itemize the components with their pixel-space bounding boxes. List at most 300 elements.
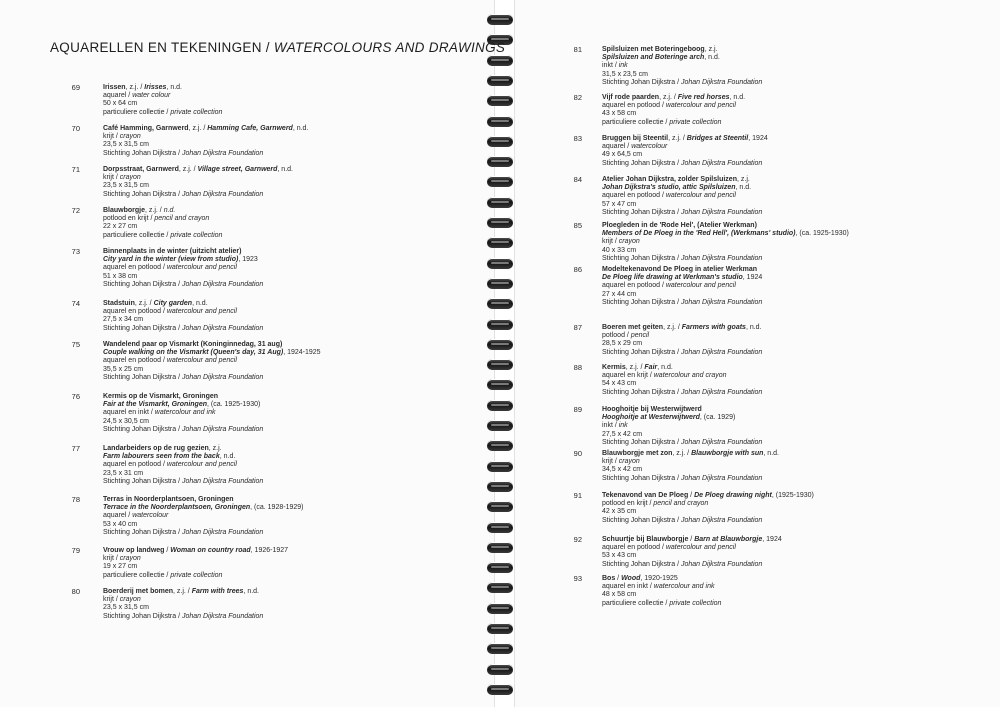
entry-number: 83 bbox=[573, 134, 582, 143]
entry-details bbox=[103, 248, 263, 289]
entry-medium-nl: krijt / bbox=[602, 458, 619, 466]
entry-owner-en: Johan Dijkstra Foundation bbox=[680, 159, 763, 167]
entry-owner-nl: Stichting Johan Dijkstra / bbox=[602, 474, 681, 482]
entry-owner-line bbox=[103, 426, 263, 434]
entry-size: 54 x 43 cm bbox=[602, 380, 637, 388]
entry-owner-en: Johan Dijkstra Foundation bbox=[181, 149, 264, 157]
entry-size: 23,5 x 31,5 cm bbox=[103, 182, 149, 190]
entry-title-nl: Schuurtje bij Blauwborgje bbox=[602, 536, 689, 543]
entry-owner-nl: Stichting Johan Dijkstra / bbox=[103, 280, 182, 288]
entry-owner-nl: Stichting Johan Dijkstra / bbox=[602, 254, 681, 262]
entry-title-date: , z.j. / bbox=[178, 166, 198, 173]
entry-medium-line bbox=[602, 500, 814, 508]
entry-medium-nl: potlood / bbox=[602, 332, 631, 340]
entry-medium-en: watercolour and pencil bbox=[665, 102, 736, 110]
entry-subtitle-line bbox=[103, 453, 263, 461]
entry-title-nl: Vrouw op landweg bbox=[103, 547, 165, 554]
entry-title-line bbox=[602, 222, 849, 230]
entry-medium-nl: krijt / bbox=[103, 174, 120, 182]
entry-medium-nl: aquarel en inkt / bbox=[103, 409, 155, 417]
entry-details bbox=[103, 445, 263, 486]
entry-title-line bbox=[602, 575, 721, 583]
entry-subtitle-en: Spilsluizen and Boteringe arch bbox=[602, 54, 705, 62]
entry-owner-line bbox=[602, 389, 762, 397]
entry-number: 74 bbox=[71, 299, 80, 308]
entry-number: 82 bbox=[573, 93, 582, 102]
entry-size: 51 x 38 cm bbox=[103, 272, 138, 280]
entry-title-date: , z.j. / bbox=[659, 94, 678, 101]
entry-owner-en: Johan Dijkstra Foundation bbox=[181, 324, 264, 332]
entry-medium-line bbox=[602, 422, 762, 430]
entry-number: 77 bbox=[71, 444, 80, 453]
entry-medium-line bbox=[602, 458, 779, 466]
entry-medium-nl: aquarel en potlood / bbox=[103, 264, 167, 272]
entry-title-nl: Blauwborgje met zon bbox=[602, 450, 673, 457]
entry-title-nl: Wandelend paar op Vismarkt (Koninginnedag, 31 aug) bbox=[103, 341, 283, 348]
entry-title-tail: , n.d. bbox=[657, 364, 673, 371]
entry-size: 23,5 x 31,5 cm bbox=[103, 604, 149, 612]
entry-size: 27,5 x 34 cm bbox=[103, 316, 144, 324]
entry-owner-nl: Stichting Johan Dijkstra / bbox=[602, 438, 681, 446]
entry-details bbox=[103, 207, 222, 240]
entry-title-date: / bbox=[688, 536, 695, 543]
entry-medium-line bbox=[602, 62, 762, 70]
entry-number: 87 bbox=[573, 323, 582, 332]
entry-subtitle-line bbox=[103, 401, 263, 409]
entry-medium-nl: potlood en krijt / bbox=[103, 215, 155, 223]
entry-medium-en: watercolour and pencil bbox=[166, 461, 237, 469]
binding-ring bbox=[487, 664, 513, 675]
entry-medium-line bbox=[103, 461, 263, 469]
binding-ring bbox=[487, 156, 513, 167]
binding-ring bbox=[487, 298, 513, 309]
entry-number: 76 bbox=[71, 392, 80, 401]
entry-owner-nl: Stichting Johan Dijkstra / bbox=[602, 78, 681, 86]
entry-owner-nl: Stichting Johan Dijkstra / bbox=[602, 560, 681, 568]
entry-title-line bbox=[103, 341, 321, 349]
entry-owner-en: Johan Dijkstra Foundation bbox=[680, 388, 763, 396]
entry-title-line bbox=[103, 166, 293, 174]
entry-title-tail: , n.d. bbox=[166, 84, 183, 91]
entry-size: 49 x 64,5 cm bbox=[602, 151, 643, 159]
entry-number: 84 bbox=[573, 175, 582, 184]
entry-medium-en: watercolour and pencil bbox=[166, 308, 237, 316]
entry-title-line bbox=[602, 135, 768, 143]
entry-title-tail: , n.d. bbox=[292, 125, 309, 132]
binding-ring bbox=[487, 420, 513, 431]
entry-title-nl: Boeren met geiten bbox=[602, 324, 664, 331]
entry-owner-en: private collection bbox=[669, 118, 722, 126]
entry-size: 53 x 40 cm bbox=[103, 520, 138, 528]
entry-title-date: , z.j. bbox=[736, 176, 750, 183]
entry-owner-en: Johan Dijkstra Foundation bbox=[680, 208, 763, 216]
entry-details bbox=[103, 341, 321, 382]
entry-details bbox=[602, 364, 762, 397]
entry-number: 81 bbox=[573, 45, 582, 54]
entry-title-date: , z.j. bbox=[704, 46, 718, 53]
entry-medium-line bbox=[602, 583, 721, 591]
entry-owner-en: Johan Dijkstra Foundation bbox=[680, 438, 763, 446]
entry-title-nl: Hooghoitje bij Westerwijtwerd bbox=[602, 406, 702, 413]
entry-title-line bbox=[602, 324, 762, 332]
entry-subtitle-line bbox=[602, 184, 762, 192]
entry-size: 27,5 x 42 cm bbox=[602, 430, 643, 438]
entry-size: 34,5 x 42 cm bbox=[602, 466, 643, 474]
entry-number: 85 bbox=[573, 221, 582, 230]
entry-details bbox=[602, 450, 779, 483]
entry-size: 19 x 27 cm bbox=[103, 563, 138, 571]
entry-medium-en: crayon bbox=[618, 238, 640, 246]
entry-title-nl: Stadstuin bbox=[103, 300, 135, 307]
entry-owner-line bbox=[103, 150, 308, 158]
entry-medium-en: watercolour and crayon bbox=[653, 372, 727, 380]
entry-details bbox=[602, 176, 762, 217]
entry-details bbox=[103, 300, 263, 333]
entry-medium-line bbox=[103, 596, 263, 604]
entry-number: 71 bbox=[71, 165, 80, 174]
entry-medium-nl: aquarel en inkt / bbox=[602, 583, 654, 591]
entry-details bbox=[103, 496, 303, 537]
binding-ring bbox=[487, 339, 513, 350]
entry-owner-en: private collection bbox=[669, 599, 722, 607]
entry-medium-en: watercolour and pencil bbox=[166, 357, 237, 365]
entry-owner-line bbox=[602, 160, 768, 168]
entry-number: 73 bbox=[71, 247, 80, 256]
entry-title-tail: n.d. bbox=[163, 207, 176, 214]
spiral-binding bbox=[482, 0, 518, 707]
entry-size: 22 x 27 cm bbox=[103, 223, 138, 231]
entry-medium-line bbox=[602, 332, 762, 340]
entry-title-line bbox=[103, 393, 263, 401]
entry-title-line bbox=[103, 300, 263, 308]
entry-owner-nl: Stichting Johan Dijkstra / bbox=[602, 388, 681, 396]
entry-medium-nl: aquarel en potlood / bbox=[602, 192, 666, 200]
entry-owner-nl: Stichting Johan Dijkstra / bbox=[103, 612, 182, 620]
entry-size: 23,5 x 31,5 cm bbox=[103, 141, 149, 149]
binding-ring bbox=[487, 461, 513, 472]
title-dutch: AQUARELLEN EN TEKENINGEN / bbox=[50, 40, 274, 55]
entry-medium-line bbox=[602, 143, 768, 151]
entry-size: 24,5 x 30,5 cm bbox=[103, 417, 149, 425]
entry-subtitle-line bbox=[602, 414, 762, 422]
entry-title-date: , z.j. / bbox=[663, 324, 682, 331]
entry-subtitle-en: Hooghoitje at Westerwijtwerd bbox=[602, 414, 700, 422]
entry-title-nl: Ploegleden in de 'Rode Hel', (Atelier Werkman) bbox=[602, 222, 757, 229]
entry-medium-line bbox=[103, 555, 288, 563]
entry-title-nl: Bos bbox=[602, 575, 616, 582]
entry-title-en: Wood bbox=[621, 575, 641, 582]
entry-owner-line bbox=[602, 561, 782, 569]
binding-ring bbox=[487, 501, 513, 512]
entry-number: 88 bbox=[573, 363, 582, 372]
entry-title-en: Blauwborgje with sun bbox=[691, 450, 764, 457]
entry-title-en: De Ploeg drawing night bbox=[694, 492, 772, 499]
entry-medium-en: pencil bbox=[630, 332, 650, 340]
entry-title-line bbox=[103, 496, 303, 504]
entry-subtitle-line bbox=[103, 256, 263, 264]
entry-owner-line bbox=[602, 299, 762, 307]
entry-size: 35,5 x 25 cm bbox=[103, 365, 144, 373]
entry-owner-nl: particuliere collectie / bbox=[602, 599, 670, 607]
entry-medium-en: watercolour and pencil bbox=[665, 192, 736, 200]
entry-owner-line bbox=[103, 572, 288, 580]
entry-subtitle-line bbox=[602, 230, 849, 238]
entry-owner-nl: Stichting Johan Dijkstra / bbox=[103, 190, 182, 198]
entry-number: 75 bbox=[71, 340, 80, 349]
entry-details bbox=[103, 547, 288, 580]
entry-medium-nl: aquarel en potlood / bbox=[602, 102, 666, 110]
entry-title-tail: , 1924 bbox=[762, 536, 782, 543]
entry-owner-line bbox=[602, 79, 762, 87]
binding-ring bbox=[487, 217, 513, 228]
entry-owner-nl: Stichting Johan Dijkstra / bbox=[103, 477, 182, 485]
entry-medium-en: crayon bbox=[119, 596, 141, 604]
entry-details bbox=[103, 393, 263, 434]
entry-title-date: , z.j. / bbox=[173, 588, 192, 595]
binding-ring bbox=[487, 623, 513, 634]
entry-medium-en: crayon bbox=[119, 555, 141, 563]
entry-title-line bbox=[602, 364, 762, 372]
entry-subtitle-en: Farm labourers seen from the back bbox=[103, 453, 220, 461]
entry-title-nl: Boerderij met bomen bbox=[103, 588, 174, 595]
binding-ring bbox=[487, 603, 513, 614]
entry-owner-line bbox=[103, 478, 263, 486]
binding-ring bbox=[487, 14, 513, 25]
entry-owner-en: Johan Dijkstra Foundation bbox=[181, 373, 264, 381]
entry-title-nl: Café Hamming, Garnwerd bbox=[103, 125, 189, 132]
entry-subtitle-date: , 1923 bbox=[238, 256, 258, 264]
entry-number: 79 bbox=[71, 546, 80, 555]
entry-owner-nl: Stichting Johan Dijkstra / bbox=[103, 149, 182, 157]
binding-ring bbox=[487, 237, 513, 248]
entry-number: 90 bbox=[573, 449, 582, 458]
entry-owner-en: Johan Dijkstra Foundation bbox=[181, 425, 264, 433]
binding-ring bbox=[487, 562, 513, 573]
binding-ring bbox=[487, 55, 513, 66]
entry-title-nl: Dorpsstraat, Garnwerd bbox=[103, 166, 179, 173]
entry-owner-nl: Stichting Johan Dijkstra / bbox=[602, 159, 681, 167]
entry-subtitle-en: Couple walking on the Vismarkt (Queen's day, 31 Aug) bbox=[103, 349, 284, 357]
entry-title-nl: Atelier Johan Dijkstra, zolder Spilsluizen bbox=[602, 176, 737, 183]
entry-title-date: , z.j. bbox=[208, 445, 222, 452]
entry-medium-line bbox=[602, 544, 782, 552]
entry-subtitle-date: , (ca. 1925-1930) bbox=[795, 230, 849, 238]
page-title bbox=[50, 40, 505, 55]
entry-title-line bbox=[602, 266, 762, 274]
entry-owner-line bbox=[602, 349, 762, 357]
entry-title-line bbox=[602, 536, 782, 544]
entry-title-tail: , 1924 bbox=[748, 135, 768, 142]
entry-owner-nl: Stichting Johan Dijkstra / bbox=[602, 208, 681, 216]
entry-subtitle-en: Terrace in the Noorderplantsoen, Groningen bbox=[103, 504, 251, 512]
entry-title-tail: , 1920-1925 bbox=[640, 575, 678, 582]
entry-medium-en: water colour bbox=[132, 92, 171, 100]
binding-ring bbox=[487, 542, 513, 553]
entry-subtitle-date: , (ca. 1929) bbox=[699, 414, 736, 422]
entry-title-tail: , n.d. bbox=[277, 166, 293, 173]
entry-number: 89 bbox=[573, 405, 582, 414]
entry-owner-nl: Stichting Johan Dijkstra / bbox=[602, 348, 681, 356]
entry-owner-en: private collection bbox=[170, 231, 223, 239]
entry-details bbox=[602, 46, 762, 87]
entry-owner-nl: particuliere collectie / bbox=[103, 571, 171, 579]
entry-medium-line bbox=[103, 92, 222, 100]
entry-medium-en: watercolour bbox=[132, 512, 169, 520]
binding-ring bbox=[487, 278, 513, 289]
entry-medium-en: crayon bbox=[618, 458, 640, 466]
entry-subtitle-en: De Ploeg life drawing at Werkman's studio bbox=[602, 274, 743, 282]
entry-medium-en: pencil and crayon bbox=[653, 500, 709, 508]
binding-ring bbox=[487, 95, 513, 106]
entry-owner-line bbox=[103, 613, 263, 621]
binding-ring bbox=[487, 481, 513, 492]
entry-subtitle-line bbox=[602, 54, 762, 62]
entry-owner-en: Johan Dijkstra Foundation bbox=[680, 78, 763, 86]
entry-title-en: Woman on country road bbox=[170, 547, 251, 554]
entry-subtitle-line bbox=[602, 274, 762, 282]
binding-ring bbox=[487, 136, 513, 147]
entry-title-nl: Vijf rode paarden bbox=[602, 94, 660, 101]
entry-medium-nl: aquarel en potlood / bbox=[602, 544, 666, 552]
entry-medium-nl: krijt / bbox=[103, 133, 120, 141]
entry-details bbox=[602, 222, 849, 263]
entry-medium-line bbox=[103, 215, 222, 223]
entry-owner-line bbox=[602, 119, 745, 127]
entry-details bbox=[602, 575, 721, 608]
entry-title-en: Fair bbox=[644, 364, 658, 371]
entry-title-nl: Landarbeiders op de rug gezien bbox=[103, 445, 209, 452]
binding-ring bbox=[487, 359, 513, 370]
entry-medium-en: crayon bbox=[119, 133, 141, 141]
entry-owner-en: Johan Dijkstra Foundation bbox=[680, 298, 763, 306]
entry-medium-en: watercolour and pencil bbox=[665, 544, 736, 552]
entry-title-date: , z.j. / bbox=[625, 364, 645, 371]
entry-title-en: Village street, Garnwerd bbox=[197, 166, 278, 173]
entry-title-nl: Modeltekenavond De Ploeg in atelier Werkman bbox=[602, 266, 758, 273]
entry-title-date: , z.j. / bbox=[125, 84, 145, 91]
entry-medium-nl: krijt / bbox=[103, 596, 120, 604]
entry-medium-en: pencil and crayon bbox=[154, 215, 210, 223]
entry-title-en: Barn at Blauwborgje bbox=[694, 536, 763, 543]
entry-subtitle-line bbox=[103, 504, 303, 512]
entry-title-date: , z.j. / bbox=[672, 450, 692, 457]
entry-details bbox=[103, 588, 263, 621]
entry-title-en: Hamming Cafe, Garnwerd bbox=[207, 125, 293, 132]
entry-owner-line bbox=[103, 325, 263, 333]
entry-number: 80 bbox=[71, 587, 80, 596]
entry-medium-en: watercolour and pencil bbox=[665, 282, 736, 290]
entry-owner-line bbox=[103, 232, 222, 240]
entry-title-line bbox=[602, 406, 762, 414]
binding-ring bbox=[487, 258, 513, 269]
entry-size: 57 x 47 cm bbox=[602, 200, 637, 208]
entry-title-line bbox=[103, 445, 263, 453]
entry-title-line bbox=[103, 84, 222, 92]
binding-ring bbox=[487, 400, 513, 411]
entry-title-line bbox=[602, 492, 814, 500]
entry-medium-nl: potlood en krijt / bbox=[602, 500, 654, 508]
entry-number: 93 bbox=[573, 574, 582, 583]
binding-ring bbox=[487, 116, 513, 127]
binding-ring bbox=[487, 440, 513, 451]
entry-medium-en: watercolour and ink bbox=[154, 409, 216, 417]
entry-medium-line bbox=[602, 192, 762, 200]
entry-details bbox=[602, 406, 762, 447]
entry-title-nl: Kermis bbox=[602, 364, 626, 371]
entry-title-nl: Binnenplaats in de winter (uitzicht atelier) bbox=[103, 248, 242, 255]
entry-medium-nl: aquarel en potlood / bbox=[103, 357, 167, 365]
entry-owner-line bbox=[103, 191, 293, 199]
entry-medium-line bbox=[602, 102, 745, 110]
entry-owner-nl: Stichting Johan Dijkstra / bbox=[103, 425, 182, 433]
entry-subtitle-en: City yard in the winter (view from studio) bbox=[103, 256, 239, 264]
entry-subtitle-date: , 1924 bbox=[742, 274, 763, 282]
entry-subtitle-en: Members of De Ploeg in the 'Red Hell', (Werkmans' studio) bbox=[602, 230, 796, 238]
entry-title-nl: Spilsluizen met Boteringeboog bbox=[602, 46, 705, 53]
entry-owner-line bbox=[602, 475, 779, 483]
entry-title-en: Irisses bbox=[144, 84, 167, 91]
entry-medium-nl: aquarel / bbox=[103, 92, 133, 100]
entry-owner-nl: Stichting Johan Dijkstra / bbox=[103, 324, 182, 332]
entry-title-tail: , n.d. bbox=[763, 450, 779, 457]
entry-owner-line bbox=[602, 517, 814, 525]
entry-medium-line bbox=[602, 282, 762, 290]
entry-number: 92 bbox=[573, 535, 582, 544]
entry-title-tail: , n.d. bbox=[192, 300, 208, 307]
entry-subtitle-date: , n.d. bbox=[735, 184, 752, 192]
entry-owner-nl: Stichting Johan Dijkstra / bbox=[103, 373, 182, 381]
entry-title-nl: Terras in Noorderplantsoen, Groningen bbox=[103, 496, 234, 503]
entry-owner-en: Johan Dijkstra Foundation bbox=[680, 560, 763, 568]
entry-owner-en: Johan Dijkstra Foundation bbox=[181, 612, 264, 620]
entry-number: 70 bbox=[71, 124, 80, 133]
entry-owner-en: Johan Dijkstra Foundation bbox=[680, 474, 763, 482]
entry-medium-nl: krijt / bbox=[103, 555, 120, 563]
binding-ring bbox=[487, 643, 513, 654]
entry-owner-nl: Stichting Johan Dijkstra / bbox=[103, 528, 182, 536]
entry-size: 40 x 33 cm bbox=[602, 246, 637, 254]
entry-medium-nl: aquarel en potlood / bbox=[103, 461, 167, 469]
entry-owner-nl: Stichting Johan Dijkstra / bbox=[602, 298, 681, 306]
entry-owner-nl: particuliere collectie / bbox=[103, 108, 171, 116]
binding-ring bbox=[487, 197, 513, 208]
entry-medium-line bbox=[103, 133, 308, 141]
entry-medium-en: ink bbox=[618, 422, 628, 430]
title-english: WATERCOLOURS AND DRAWINGS bbox=[273, 40, 506, 55]
entry-number: 78 bbox=[71, 495, 80, 504]
entry-title-tail: , n.d. bbox=[745, 324, 762, 331]
entry-size: 31,5 x 23,5 cm bbox=[602, 70, 648, 78]
entry-details bbox=[602, 324, 762, 357]
entry-medium-en: watercolour and pencil bbox=[166, 264, 237, 272]
entry-details bbox=[602, 492, 814, 525]
entry-title-line bbox=[103, 248, 263, 256]
entry-subtitle-date: , (ca. 1928-1929) bbox=[250, 504, 304, 512]
entry-owner-en: private collection bbox=[170, 108, 223, 116]
entry-size: 50 x 64 cm bbox=[103, 100, 138, 108]
entry-medium-nl: inkt / bbox=[602, 422, 619, 430]
entry-title-tail: , n.d. bbox=[729, 94, 746, 101]
entry-title-date: / bbox=[615, 575, 622, 582]
entry-number: 91 bbox=[573, 491, 582, 500]
entry-size: 43 x 58 cm bbox=[602, 110, 637, 118]
entry-subtitle-en: Fair at the Vismarkt, Groningen bbox=[103, 401, 207, 409]
entry-size: 23,5 x 31 cm bbox=[103, 469, 144, 477]
entry-title-line bbox=[103, 547, 288, 555]
entry-medium-line bbox=[103, 409, 263, 417]
entry-details bbox=[103, 125, 308, 158]
entry-medium-en: watercolour and ink bbox=[653, 583, 715, 591]
